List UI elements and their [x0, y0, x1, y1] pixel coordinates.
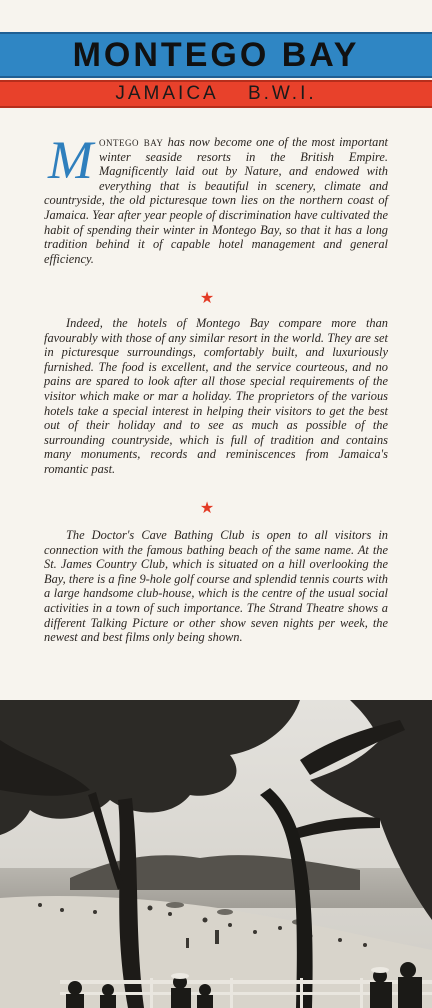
beach-photo [0, 700, 432, 1008]
amenities-paragraph: The Doctor's Cave Bathing Club is open to all visitors in connection with the famous bathing beach of the same name. At the St. James Country Club, which is situated on a hill overlooking the Bay, there is a fine 9-hole golf course and splendid tennis courts with a large handsome club-house, which is the centre of the usual social activities in a town of such importance. The Strand Theatre shows a different Talking Picture or other show seven nights per week, the newest and best films only being shown. [44, 528, 388, 645]
star-divider-icon: ★ [199, 498, 215, 517]
hotels-paragraph: Indeed, the hotels of Montego Bay compare more than favourably with those of any similar resort in the world. They are set in picturesque surroundings, comfortably built, and luxuriously furnished. The food is excellent, and the service courteous, and no pains are spared to look after all those special requirements of the visitor which make or mar a holiday. The proprietors of the various hotels take a special interest in helping their visitors to get the best out of their holiday and to see as much as possible of the surrounding countryside, which is full of tradition and contains many monuments, records and reminiscences from Jamaica's romantic past. [44, 316, 388, 476]
intro-paragraph [44, 130, 388, 266]
title-banner [0, 32, 432, 78]
lead-words: ontego bay [98, 135, 164, 149]
intro-text: has now become one of the most important winter seaside resorts in the British Empire. Magnificently laid out by Nature, and endowed with everything that is beautiful in scenery, climate and countryside, the old picturesque town lies on the northern coast of Jamaica. Year after year people of discrimination have cultivated the habit of spending their winter in Montego Bay, so that it has a long tradition behind it of capable hotel management and general efficiency. [44, 135, 388, 266]
drop-cap: M [48, 130, 93, 190]
star-divider-icon: ★ [199, 288, 215, 307]
subtitle-banner [0, 80, 432, 108]
page-subtitle: JAMAICA B.W.I. [115, 83, 317, 104]
page-title: MONTEGO BAY [72, 36, 360, 74]
